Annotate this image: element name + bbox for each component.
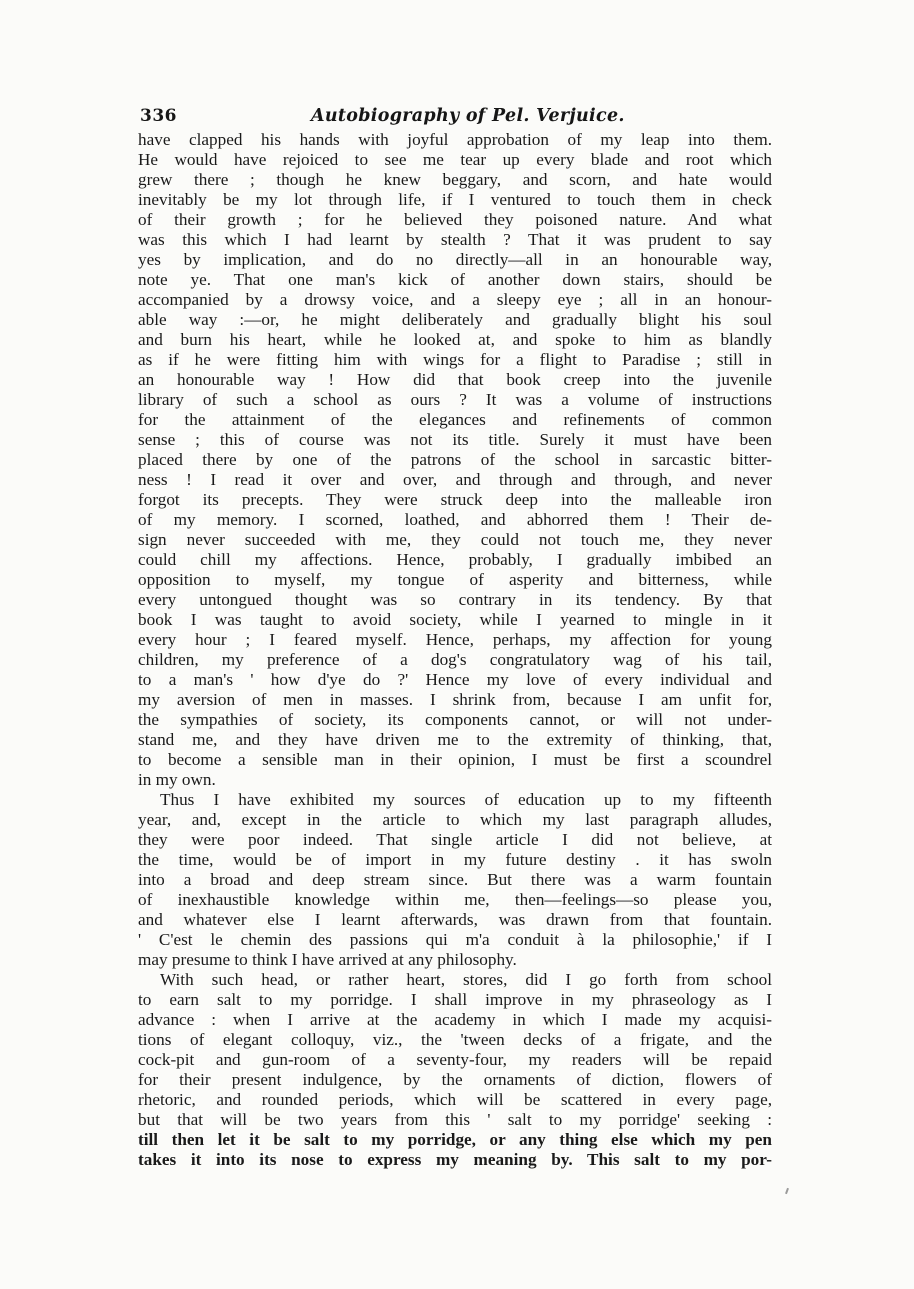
text-line: the sympathies of society, its components cannot, or will not under- [138, 710, 772, 729]
text-line: every hour ; I feared myself. Hence, perhaps, my affection for young [138, 630, 772, 649]
text-line: accompanied by a drowsy voice, and a sleepy eye ; all in an honour- [138, 290, 772, 309]
paragraph-end-line: may presume to think I have arrived at any philosophy. [138, 950, 517, 969]
text-line: sense ; this of course was not its title. Surely it must have been [138, 430, 772, 449]
text-line: my aversion of men in masses. I shrink from, because I am unfit for, [138, 690, 772, 709]
text-line: of my memory. I scorned, loathed, and abhorred them ! Their de- [138, 510, 772, 529]
paragraph-start-line: Thus I have exhibited my sources of education up to my fifteenth [160, 790, 772, 809]
text-line: placed there by one of the patrons of the school in sarcastic bitter- [138, 450, 772, 469]
text-line: opposition to myself, my tongue of asperity and bitterness, while [138, 570, 772, 589]
text-line: advance : when I arrive at the academy in which I made my acquisi- [138, 1010, 772, 1029]
page-number: 336 [140, 106, 177, 126]
text-line: able way :—or, he might deliberately and gradually blight his soul [138, 310, 772, 329]
text-line: yes by implication, and do no directly—all in an honourable way, [138, 250, 772, 269]
text-line: into a broad and deep stream since. But there was a warm fountain [138, 870, 772, 889]
text-line: to earn salt to my porridge. I shall improve in my phraseology as I [138, 990, 772, 1009]
text-line: children, my preference of a dog's congratulatory wag of his tail, [138, 650, 772, 669]
text-line: forgot its precepts. They were struck deep into the malleable iron [138, 490, 772, 509]
text-line: they were poor indeed. That single article I did not believe, at [138, 830, 772, 849]
text-line: grew there ; though he knew beggary, and scorn, and hate would [138, 170, 772, 189]
text-line: of their growth ; for he believed they poisoned nature. And what [138, 210, 772, 229]
text-line: to a man's ' how d'ye do ?' Hence my love of every individual and [138, 670, 772, 689]
text-line: have clapped his hands with joyful approbation of my leap into them. [138, 130, 772, 149]
text-line: was this which I had learnt by stealth ? That it was prudent to say [138, 230, 772, 249]
text-line: year, and, except in the article to which my last paragraph alludes, [138, 810, 772, 829]
text-line: every untongued thought was so contrary in its tendency. By that [138, 590, 772, 609]
text-line: an honourable way ! How did that book creep into the juvenile [138, 370, 772, 389]
text-line: rhetoric, and rounded periods, which will be scattered in every page, [138, 1090, 772, 1109]
text-line: for the attainment of the elegances and refinements of common [138, 410, 772, 429]
text-line: and burn his heart, while he looked at, and spoke to him as blandly [138, 330, 772, 349]
text-line: ness ! I read it over and over, and through and through, and never [138, 470, 772, 489]
text-line: of inexhaustible knowledge within me, then—feelings—so please you, [138, 890, 772, 909]
ink-speck [785, 1188, 789, 1194]
text-line: cock-pit and gun-room of a seventy-four, my readers will be repaid [138, 1050, 772, 1069]
text-line: till then let it be salt to my porridge, or any thing else which my pen [138, 1130, 772, 1149]
text-line: takes it into its nose to express my meaning by. This salt to my por- [138, 1150, 772, 1169]
text-line: but that will be two years from this ' salt to my porridge' seeking : [138, 1110, 772, 1129]
paragraph-end-line: in my own. [138, 770, 216, 789]
text-line: inevitably be my lot through life, if I ventured to touch them in check [138, 190, 772, 209]
body-text [138, 130, 772, 1170]
text-line: He would have rejoiced to see me tear up every blade and root which [138, 150, 772, 169]
text-line: to become a sensible man in their opinion, I must be first a scoundrel [138, 750, 772, 769]
text-line: as if he were fitting him with wings for a flight to Paradise ; still in [138, 350, 772, 369]
text-line: book I was taught to avoid society, while I yearned to mingle in it [138, 610, 772, 629]
text-line: note ye. That one man's kick of another down stairs, should be [138, 270, 772, 289]
text-line: the time, would be of import in my future destiny . it has swoln [138, 850, 772, 869]
running-title: Autobiography of Pel. Verjuice. [311, 106, 625, 126]
text-line: sign never succeeded with me, they could not touch me, they never [138, 530, 772, 549]
paragraph-start-line: With such head, or rather heart, stores, did I go forth from school [160, 970, 772, 989]
text-line: could chill my affections. Hence, probably, I gradually imbibed an [138, 550, 772, 569]
text-line: stand me, and they have driven me to the extremity of thinking, that, [138, 730, 772, 749]
text-line: tions of elegant colloquy, viz., the 'tween decks of a frigate, and the [138, 1030, 772, 1049]
text-line: for their present indulgence, by the ornaments of diction, flowers of [138, 1070, 772, 1089]
text-line: and whatever else I learnt afterwards, was drawn from that fountain. [138, 910, 772, 929]
page-header [140, 106, 774, 132]
quotation-line: ' C'est le chemin des passions qui m'a conduit à la philosophie,' if I [138, 930, 772, 949]
text-line: library of such a school as ours ? It was a volume of instructions [138, 390, 772, 409]
